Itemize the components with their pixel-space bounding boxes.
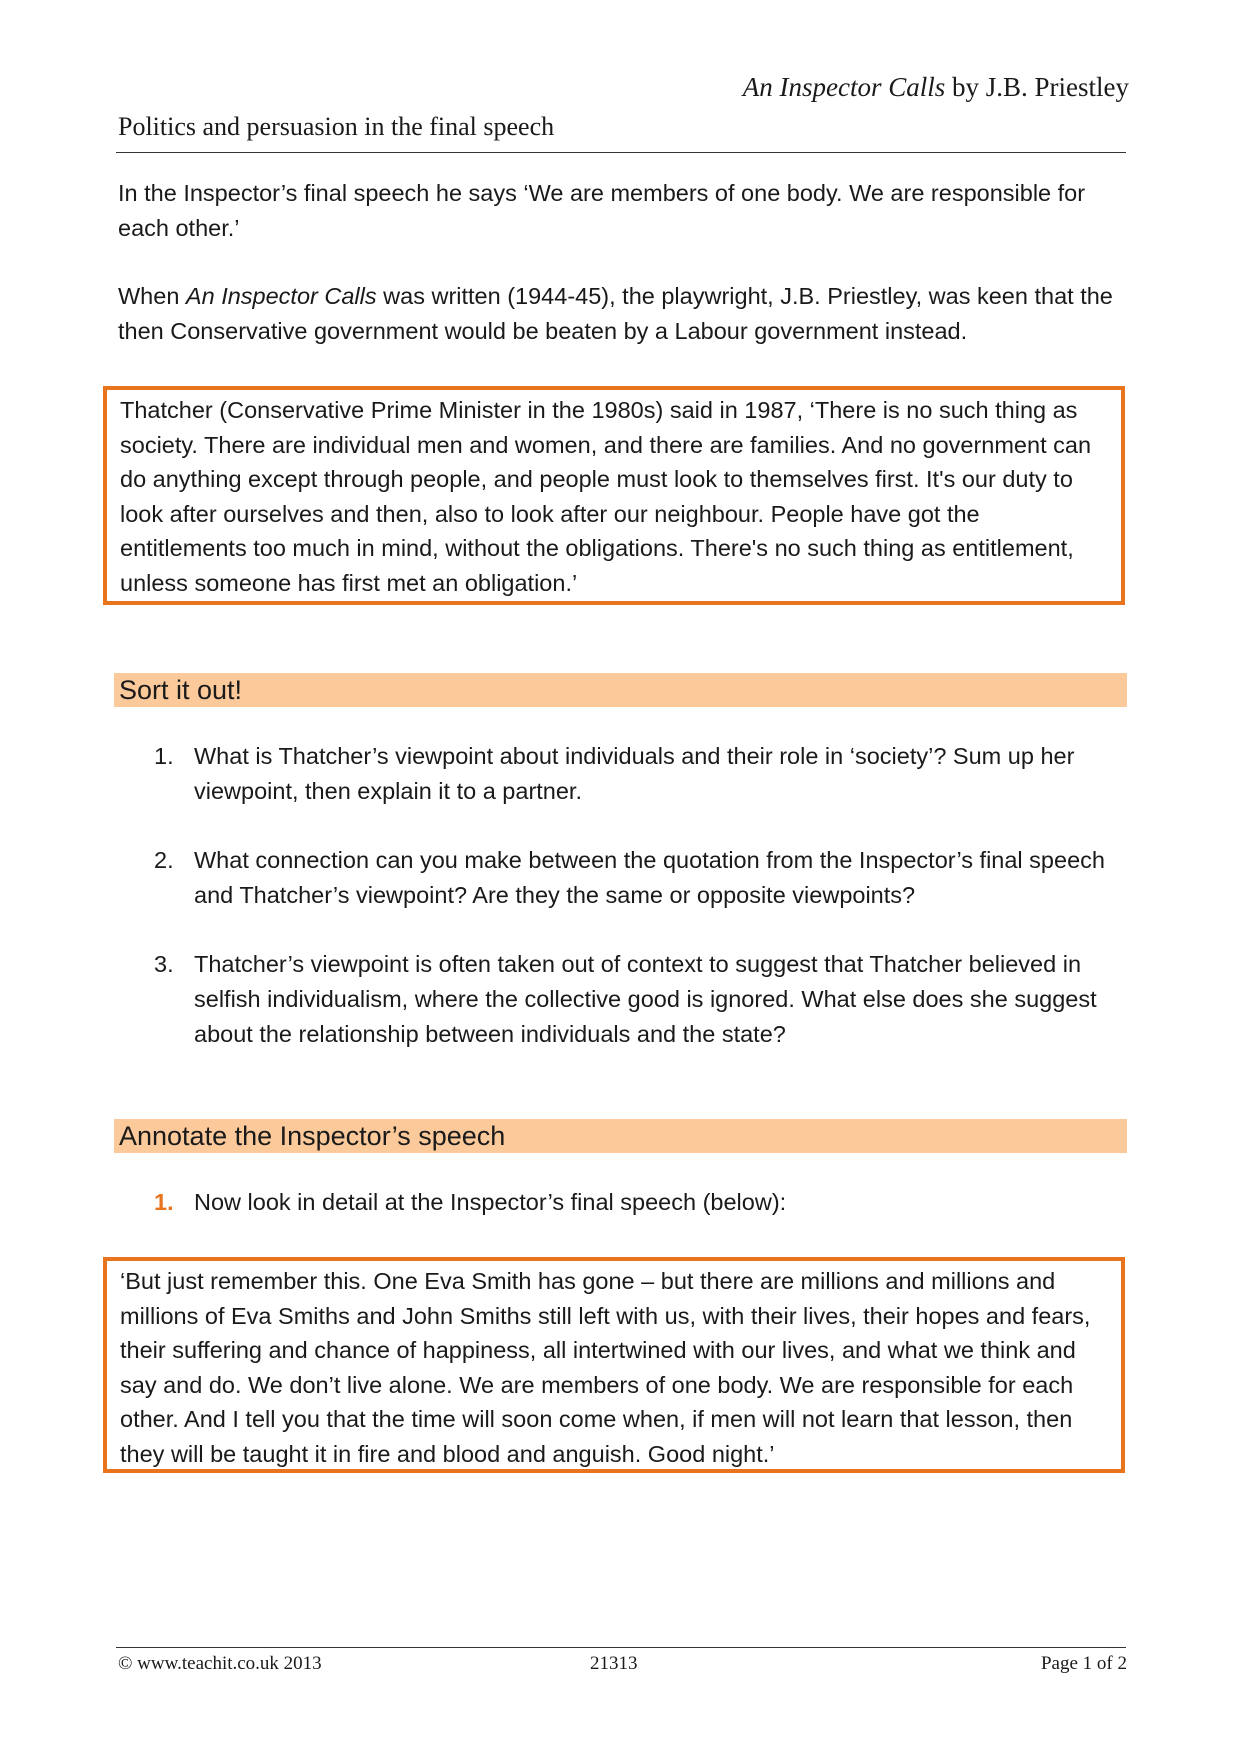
intro-paragraph-1: In the Inspector’s final speech he says ‘We are members of one body. We are responsible for each other.’ bbox=[118, 180, 1086, 241]
intro-paragraph-2: When An Inspector Calls was written (1944-45), the playwright, J.B. Priestley, was keen that the then Conservative government would be beaten by a Labour government instead. bbox=[118, 283, 1113, 344]
thatcher-quote-box: Thatcher (Conservative Prime Minister in the 1980s) said in 1987, ‘There is no such thing as society. There are individual men and women, and there are families. And no government can do anything except through people, and people must look to themselves first. It's our duty to look after ourselves and then, also to look after our neighbour. People have got the entitlements too much in mind, without the obligations. There's no such thing as entitlement, unless someone has first met an obligation.’ bbox=[103, 386, 1125, 605]
footer-doc-id: 21313 bbox=[590, 1653, 638, 1674]
sort-questions-list bbox=[148, 739, 1128, 1086]
footer-divider bbox=[116, 1647, 1126, 1648]
list-item: 2. What connection can you make between the quotation from the Inspector’s final speech and Thatcher’s viewpoint? Are they the same or opposite viewpoints? bbox=[154, 847, 1105, 908]
header-divider bbox=[116, 152, 1126, 153]
footer-copyright: © www.teachit.co.uk 2013 bbox=[118, 1653, 322, 1674]
author-credit: by J.B. Priestley bbox=[945, 72, 1129, 102]
page-title: Politics and persuasion in the final speech bbox=[118, 112, 555, 141]
annotate-steps-list bbox=[148, 1185, 1128, 1254]
inspector-quote-box: ‘But just remember this. One Eva Smith has gone – but there are millions and millions and millions of Eva Smiths and John Smiths still left with us, with their lives, their hopes and fears, their suffering and chance of happiness, all intertwined with our lives, and what we think and say and do. We don’t live alone. We are members of one body. We are responsible for each other. And I tell you that the time will soon come when, if men will not learn that lesson, then they will be taught it in fire and blood and anguish. Good night.’ bbox=[103, 1257, 1125, 1473]
list-item: 1. Now look in detail at the Inspector’s final speech (below): bbox=[154, 1189, 787, 1215]
footer-page-number: Page 1 of 2 bbox=[1040, 1653, 1127, 1674]
play-title-inline: An Inspector Calls bbox=[185, 283, 377, 309]
list-item: 3. Thatcher’s viewpoint is often taken out of context to suggest that Thatcher believed in selfish individualism, where the collective good is ignored. What else does she suggest about the relationship between individuals and the state? bbox=[154, 951, 1097, 1047]
section-heading-annotate: Annotate the Inspector’s speech bbox=[114, 1119, 1127, 1153]
section-heading-sort-it-out: Sort it out! bbox=[114, 673, 1127, 707]
play-title: An Inspector Calls bbox=[742, 72, 946, 102]
document-header-title bbox=[743, 72, 1129, 103]
list-item: 1. What is Thatcher’s viewpoint about individuals and their role in ‘society’? Sum up her viewpoint, then explain it to a partner. bbox=[154, 743, 1075, 804]
